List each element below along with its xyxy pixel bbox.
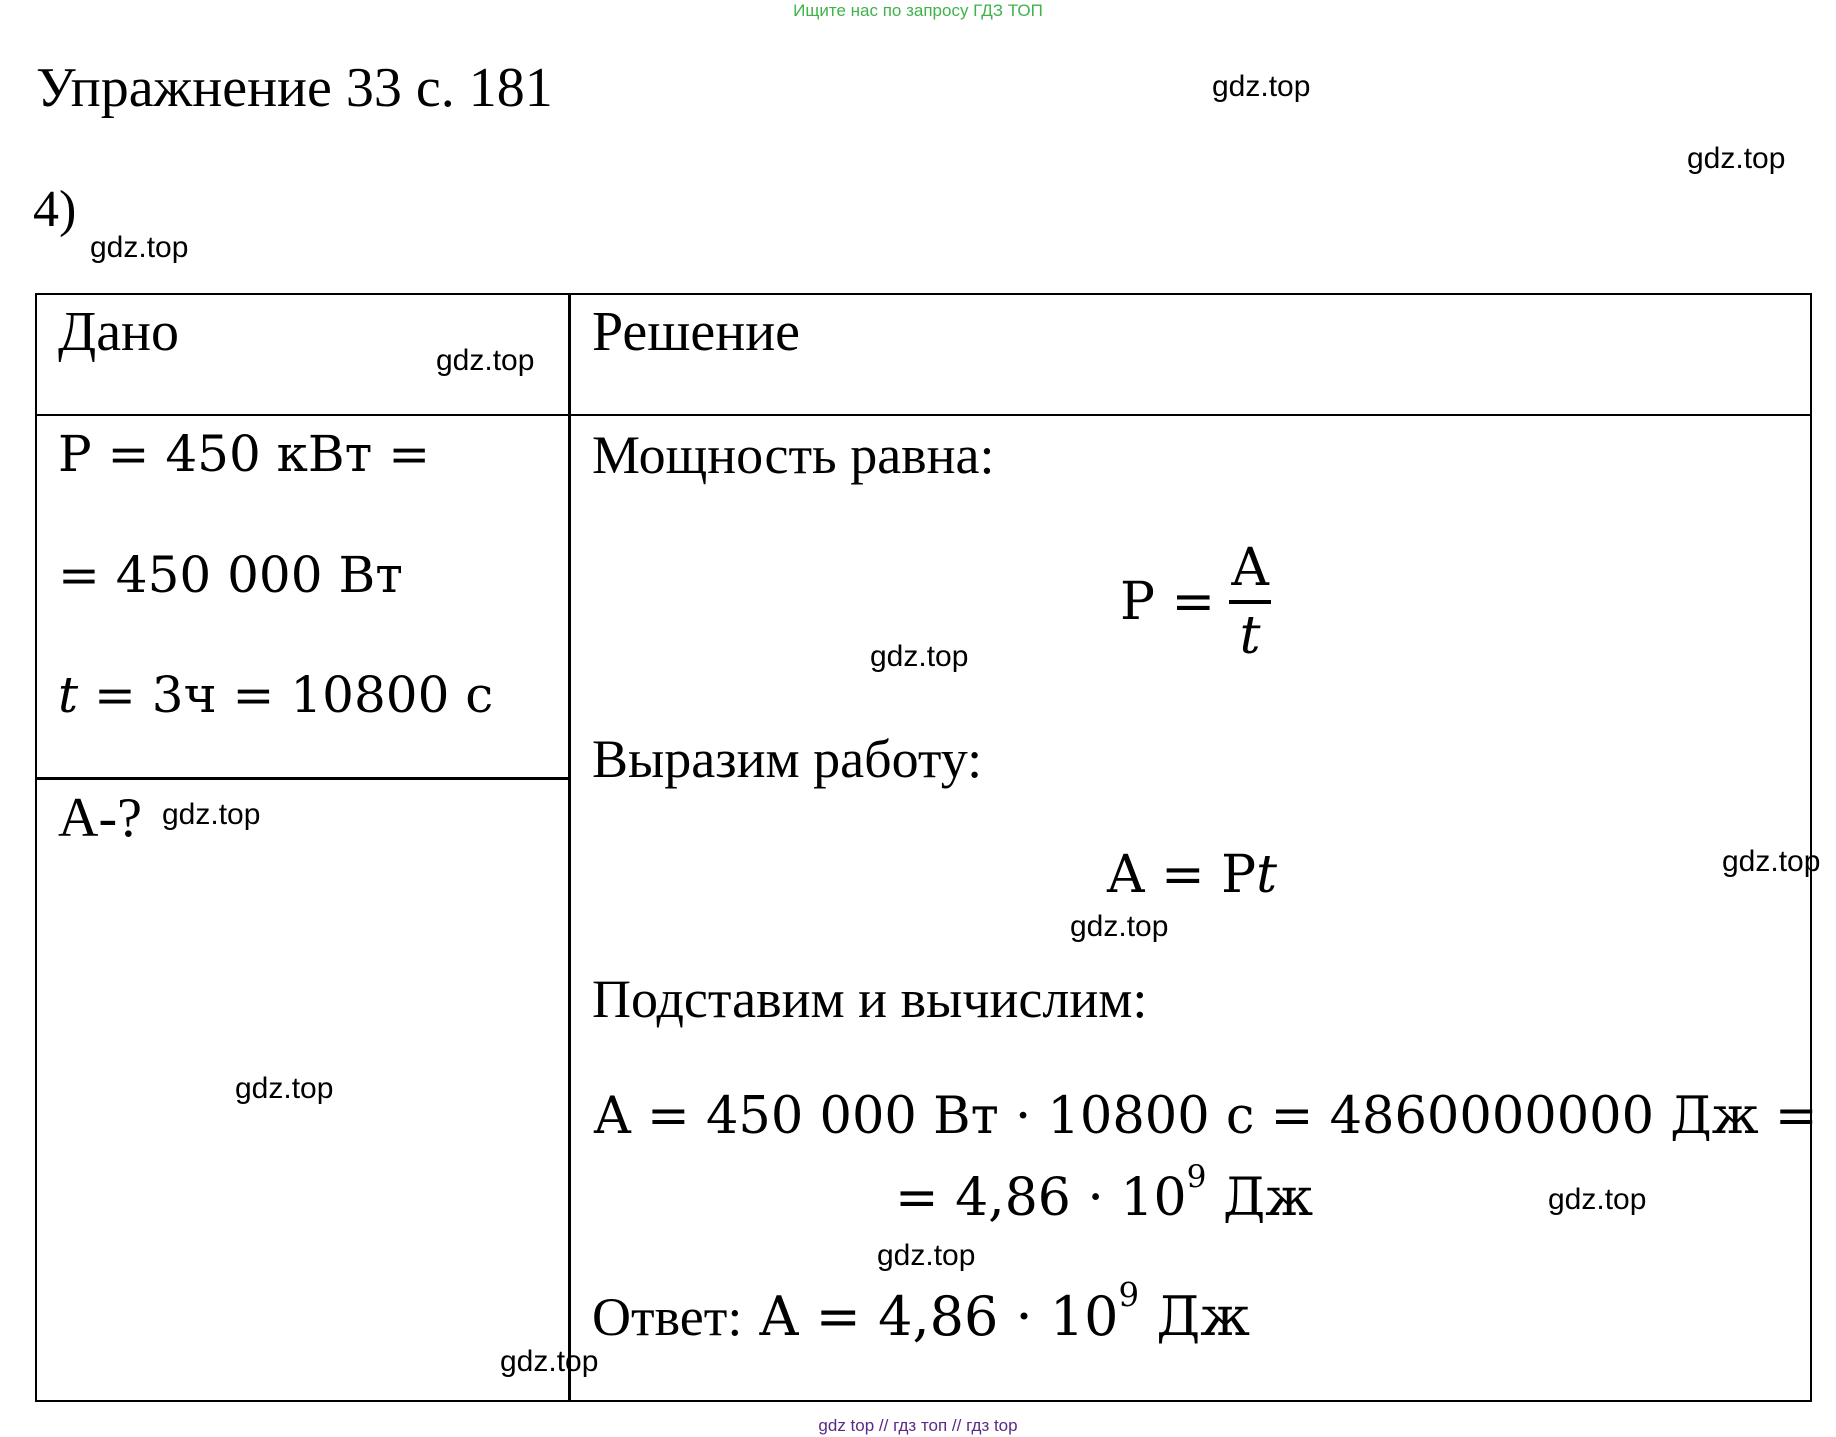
given-power: P = 450 кВт = [58, 425, 431, 483]
watermark: gdz.top [1212, 70, 1311, 103]
watermark: gdz.top [1070, 910, 1169, 943]
watermark: gdz.top [500, 1345, 599, 1378]
calculation-exponent: 9 [1186, 1158, 1207, 1195]
power-formula-denominator: t [1239, 606, 1261, 666]
work-formula [1107, 845, 1277, 905]
page-title: Упражнение 33 с. 181 [36, 57, 553, 119]
calculation-line-2 [895, 1158, 1314, 1228]
answer-base: A = 4,86 · 10 [742, 1285, 1119, 1348]
watermark: gdz.top [162, 798, 261, 831]
calculation-base: = 4,86 · 10 [895, 1168, 1187, 1228]
watermark: gdz.top [1687, 142, 1786, 175]
watermark: gdz.top [1548, 1183, 1647, 1216]
time-variable: t [58, 666, 79, 724]
footer-note: gdz top // гдз топ // гдз top [818, 1416, 1018, 1435]
power-formula [1120, 540, 1271, 664]
calculation-unit: Дж [1206, 1168, 1314, 1228]
substitute-statement: Подставим и вычислим: [592, 969, 1148, 1029]
given-unknown-divider [35, 777, 570, 780]
unknown-quantity: A-? [58, 787, 142, 849]
solution-header: Решение [592, 301, 801, 363]
time-value: = 3ч = 10800 с [78, 666, 494, 724]
power-formula-lhs: P = [1120, 572, 1216, 632]
watermark: gdz.top [1722, 845, 1821, 878]
table-column-divider [568, 293, 571, 1402]
watermark: gdz.top [235, 1072, 334, 1105]
answer-label: Ответ: [592, 1287, 743, 1347]
given-power-converted: = 450 000 Вт [58, 546, 403, 604]
express-work-statement: Выразим работу: [592, 729, 983, 789]
watermark: gdz.top [877, 1239, 976, 1272]
answer-exponent: 9 [1118, 1275, 1140, 1314]
work-formula-variable: t [1256, 845, 1278, 905]
given-header: Дано [58, 301, 180, 363]
given-time [58, 665, 493, 725]
answer-unit: Дж [1139, 1285, 1250, 1348]
top-search-note: Ищите нас по запросу ГДЗ ТОП [793, 1, 1043, 20]
power-formula-numerator: A [1231, 538, 1269, 598]
answer-line [592, 1275, 1250, 1348]
watermark: gdz.top [870, 640, 969, 673]
fraction-bar [1229, 600, 1271, 604]
watermark: gdz.top [436, 344, 535, 377]
power-statement: Мощность равна: [592, 425, 995, 485]
watermark: gdz.top [90, 231, 189, 264]
work-formula-main: A = P [1107, 845, 1257, 905]
calculation-line-1: A = 450 000 Вт · 10800 с = 4860000000 Дж = [594, 1087, 1818, 1146]
table-header-divider [35, 414, 1812, 416]
task-number: 4) [33, 181, 77, 238]
